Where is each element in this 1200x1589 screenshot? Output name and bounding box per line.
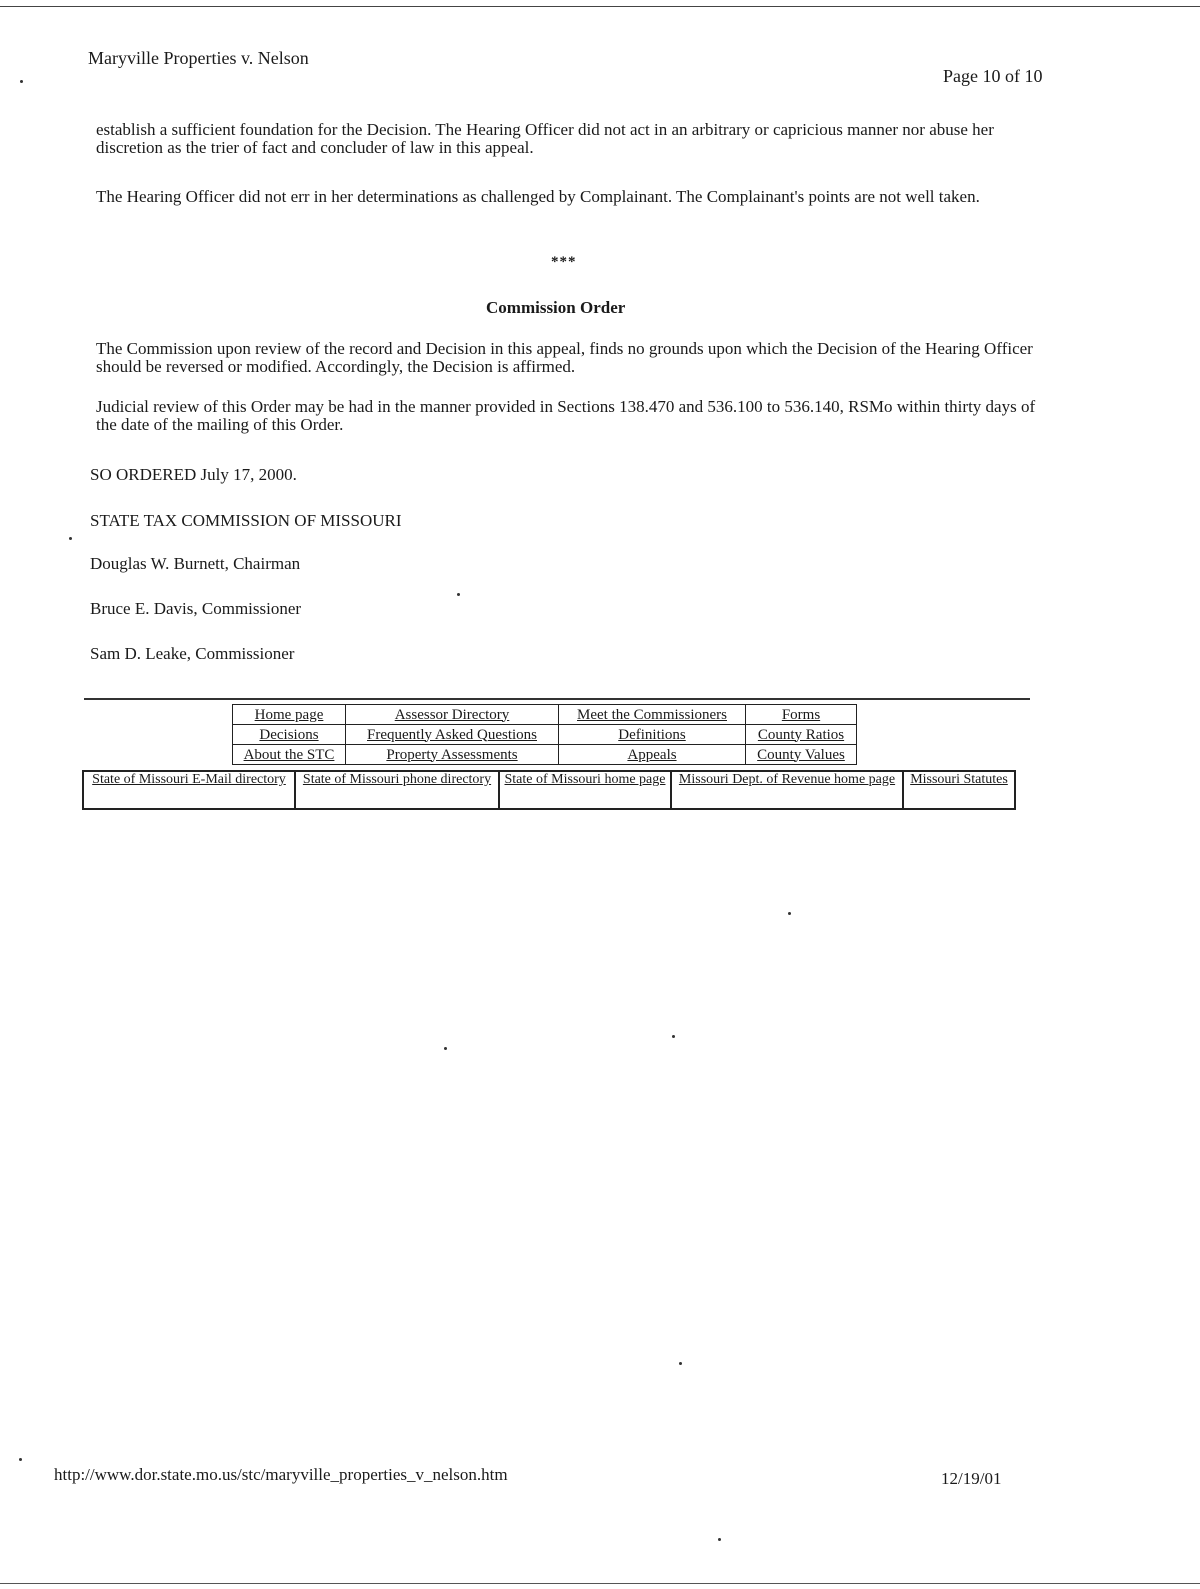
link-state-home-page[interactable]: State of Missouri home page xyxy=(499,771,671,809)
scan-speck xyxy=(457,593,460,596)
scan-speck xyxy=(672,1035,675,1038)
nav-link-definitions[interactable]: Definitions xyxy=(559,725,746,745)
page-bottom-edge xyxy=(0,1583,1200,1584)
body-paragraph-4: Judicial review of this Order may be had in the manner provided in Sections 138.470 and 536.100 to 536.140, RSMo within thirty days of the date of the mailing of this Order. xyxy=(96,397,1036,434)
nav-link-property-assessments[interactable]: Property Assessments xyxy=(346,745,559,765)
nav-link-assessor-directory[interactable]: Assessor Directory xyxy=(346,705,559,725)
nav-row xyxy=(233,725,857,745)
scan-speck xyxy=(69,537,72,540)
signatory-commissioner-leake: Sam D. Leake, Commissioner xyxy=(90,644,295,663)
horizontal-rule xyxy=(84,698,1030,700)
scan-speck xyxy=(20,80,23,83)
case-title: Maryville Properties v. Nelson xyxy=(88,48,309,68)
page-number: Page 10 of 10 xyxy=(943,66,1043,86)
signatory-commissioner-davis: Bruce E. Davis, Commissioner xyxy=(90,599,302,618)
nav-link-about-stc[interactable]: About the STC xyxy=(233,745,346,765)
signatory-chairman: Douglas W. Burnett, Chairman xyxy=(90,554,301,573)
state-links-row xyxy=(83,771,1015,809)
scan-speck xyxy=(718,1538,721,1541)
scan-speck xyxy=(19,1458,22,1461)
body-paragraph-2: The Hearing Officer did not err in her determinations as challenged by Complainant. The Complainant's points are not well taken. xyxy=(96,187,980,206)
site-nav-table xyxy=(232,704,857,765)
scan-speck xyxy=(788,912,791,915)
nav-link-appeals[interactable]: Appeals xyxy=(559,745,746,765)
scan-speck xyxy=(679,1362,682,1365)
link-dept-revenue-home-page[interactable]: Missouri Dept. of Revenue home page xyxy=(671,771,903,809)
commission-name: STATE TAX COMMISSION OF MISSOURI xyxy=(90,511,402,530)
footer-print-date: 12/19/01 xyxy=(941,1469,1002,1488)
page-top-edge xyxy=(0,6,1200,7)
nav-link-county-ratios[interactable]: County Ratios xyxy=(746,725,857,745)
scan-speck xyxy=(444,1047,447,1050)
section-separator: *** xyxy=(551,254,577,270)
nav-link-forms[interactable]: Forms xyxy=(746,705,857,725)
nav-link-home-page[interactable]: Home page xyxy=(233,705,346,725)
link-state-email-directory[interactable]: State of Missouri E-Mail directory xyxy=(83,771,295,809)
so-ordered-line: SO ORDERED July 17, 2000. xyxy=(90,465,297,484)
nav-row xyxy=(233,705,857,725)
body-paragraph-3: The Commission upon review of the record and Decision in this appeal, finds no grounds upon which the Decision of the Hearing Officer should be reversed or modified. Accordingly, the Decision is affirmed. xyxy=(96,339,1033,376)
nav-row xyxy=(233,745,857,765)
commission-order-heading: Commission Order xyxy=(486,298,626,317)
nav-link-faq[interactable]: Frequently Asked Questions xyxy=(346,725,559,745)
link-state-phone-directory[interactable]: State of Missouri phone directory xyxy=(295,771,499,809)
body-paragraph-1: establish a sufficient foundation for the Decision. The Hearing Officer did not act in an arbitrary or capricious manner nor abuse her discretion as the trier of fact and concluder of law in this appeal. xyxy=(96,120,994,157)
nav-link-county-values[interactable]: County Values xyxy=(746,745,857,765)
state-links-table xyxy=(82,770,1016,810)
nav-link-meet-commissioners[interactable]: Meet the Commissioners xyxy=(559,705,746,725)
footer-url: http://www.dor.state.mo.us/stc/maryville_properties_v_nelson.htm xyxy=(54,1465,508,1484)
link-missouri-statutes[interactable]: Missouri Statutes xyxy=(903,771,1015,809)
nav-link-decisions[interactable]: Decisions xyxy=(233,725,346,745)
